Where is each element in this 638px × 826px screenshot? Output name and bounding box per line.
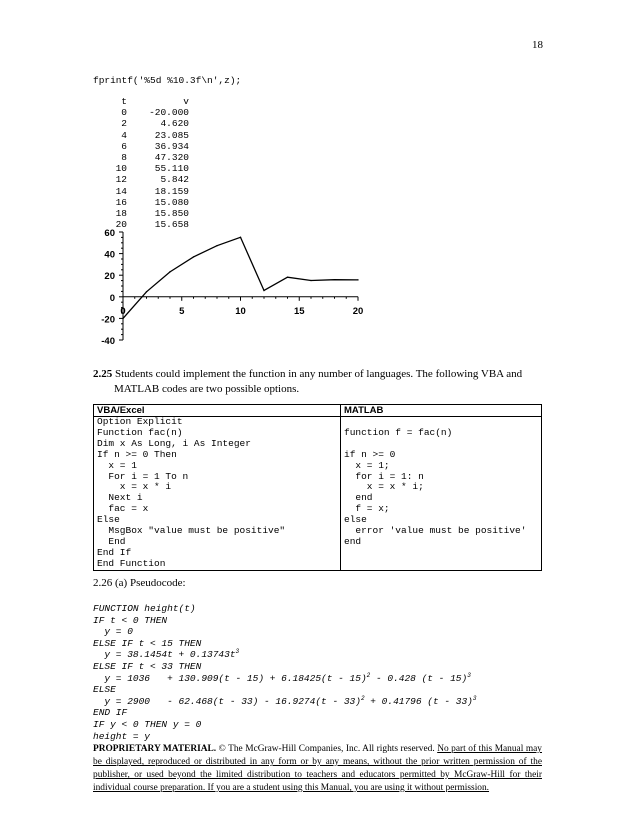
velocity-line-chart bbox=[88, 224, 373, 348]
t-cell: 14 bbox=[115, 185, 127, 197]
data-point bbox=[357, 279, 358, 280]
v-cell: 4.620 bbox=[160, 118, 189, 130]
pseudocode-text: y = 2900 - 62.468(t - 33) - 16.9274(t - 33) bbox=[93, 695, 361, 707]
v-cell: v bbox=[183, 96, 189, 107]
table-row bbox=[93, 107, 189, 118]
data-point bbox=[240, 237, 241, 238]
code-comparison-table bbox=[93, 404, 542, 571]
x-tick-label: 10 bbox=[235, 305, 246, 317]
vba-code: Option Explicit Function fac(n) Dim x As Long, i As Integer If n >= 0 Then x = 1 For i = 1 To n x = x * i Next i fac = x Else MsgBox "value must be positive" End End If End Function bbox=[97, 416, 286, 569]
y-tick-label: -20 bbox=[101, 314, 115, 326]
data-point bbox=[334, 279, 335, 280]
y-tick-label: 0 bbox=[109, 292, 115, 304]
problem-2-25-number: 2.25 bbox=[93, 368, 113, 380]
t-cell: 20 bbox=[115, 219, 127, 231]
pseudocode-text: + 0.41796 (t - 33) bbox=[364, 695, 473, 707]
x-tick-label: 5 bbox=[179, 305, 185, 317]
pseudocode-line bbox=[93, 649, 477, 661]
x-tick-label: 0 bbox=[120, 305, 126, 317]
pseudocode-line: FUNCTION height(t) bbox=[93, 603, 196, 614]
v-cell: 55.110 bbox=[154, 163, 189, 175]
pseudocode-line: ELSE IF t < 33 THEN bbox=[93, 660, 202, 672]
y-tick-label: 60 bbox=[104, 228, 115, 239]
data-point bbox=[193, 256, 194, 257]
data-point bbox=[263, 290, 264, 291]
pseudocode-block bbox=[93, 603, 477, 742]
exponent: 2 bbox=[366, 671, 371, 679]
v-cell: 5.842 bbox=[160, 174, 189, 186]
y-tick-label: 40 bbox=[104, 249, 115, 261]
pseudocode-line: height = y bbox=[93, 730, 151, 742]
t-cell: 8 bbox=[121, 152, 127, 164]
v-cell: 36.934 bbox=[154, 140, 189, 152]
table-row bbox=[93, 186, 189, 197]
pseudocode-line: ELSE IF t < 15 THEN bbox=[93, 637, 202, 649]
exponent: 3 bbox=[472, 694, 477, 702]
pseudocode-line: ELSE bbox=[93, 684, 116, 696]
v-cell: 15.850 bbox=[154, 208, 189, 220]
problem-2-25-line2: MATLAB codes are two possible options. bbox=[114, 383, 300, 395]
t-cell: 6 bbox=[121, 140, 127, 152]
exponent: 3 bbox=[235, 648, 240, 656]
vba-header: VBA/Excel bbox=[94, 405, 341, 417]
x-tick-label: 15 bbox=[293, 305, 305, 317]
page-number: 18 bbox=[532, 39, 543, 51]
pseudocode-line: END IF bbox=[93, 707, 128, 719]
matlab-header: MATLAB bbox=[341, 405, 542, 417]
footer-copyright: © The McGraw-Hill Companies, Inc. All rights reserved. bbox=[216, 744, 438, 754]
t-cell: 2 bbox=[121, 118, 127, 130]
v-cell: -20.000 bbox=[149, 107, 189, 119]
data-point bbox=[216, 245, 217, 246]
t-v-table bbox=[93, 96, 189, 230]
table-row bbox=[93, 141, 189, 152]
printf-code-line: fprintf('%5d %10.3f\n',z); bbox=[93, 75, 242, 86]
pseudocode-line: y = 0 bbox=[93, 626, 133, 638]
t-cell: 16 bbox=[115, 196, 127, 208]
pseudocode-line bbox=[93, 696, 477, 708]
table-row bbox=[93, 208, 189, 219]
t-cell: 12 bbox=[115, 174, 127, 186]
v-cell: 18.159 bbox=[154, 185, 189, 197]
y-tick-label: -40 bbox=[101, 336, 115, 347]
pseudocode-line: IF y < 0 THEN y = 0 bbox=[93, 718, 202, 730]
pseudocode-text: y = 1036 + 130.909(t - 15) + 6.18425(t - 15) bbox=[93, 672, 367, 684]
table-row bbox=[93, 118, 189, 129]
t-cell: t bbox=[121, 96, 127, 107]
problem-2-25-text bbox=[93, 367, 533, 397]
problem-2-26-heading: 2.26 (a) Pseudocode: bbox=[93, 577, 186, 589]
table-row bbox=[93, 174, 189, 185]
data-point bbox=[287, 276, 288, 277]
table-row bbox=[93, 96, 189, 107]
data-point bbox=[310, 280, 311, 281]
t-cell: 10 bbox=[115, 163, 127, 175]
table-row bbox=[93, 163, 189, 174]
v-cell: 15.080 bbox=[154, 196, 189, 208]
x-tick-label: 20 bbox=[352, 305, 364, 317]
pseudocode-line bbox=[93, 673, 477, 685]
pseudocode-text: y = 38.1454t + 0.13743t bbox=[93, 649, 236, 661]
table-row bbox=[93, 152, 189, 163]
footer-notice: No part of this Manual may be displayed, reproduced or distributed in any form or by any means, without the prior written permission of the publisher, or used beyond the limited distribution to teachers and educators permitted by McGraw-Hill for their individual course preparation. If you are a student using this Manual, you are using it without permission. bbox=[93, 744, 542, 793]
v-cell: 23.085 bbox=[154, 129, 189, 141]
table-row bbox=[93, 197, 189, 208]
t-cell: 4 bbox=[121, 129, 127, 141]
t-cell: 0 bbox=[121, 107, 127, 119]
v-cell: 15.658 bbox=[154, 219, 189, 231]
y-tick-label: 20 bbox=[104, 271, 115, 283]
footer-label: PROPRIETARY MATERIAL. bbox=[93, 744, 217, 754]
exponent: 3 bbox=[467, 671, 471, 679]
data-point bbox=[122, 318, 123, 319]
table-row bbox=[93, 130, 189, 141]
data-point bbox=[146, 291, 147, 292]
exponent: 2 bbox=[360, 694, 365, 702]
pseudocode-text: - 0.428 (t - 15) bbox=[370, 672, 468, 684]
problem-2-25-line1: Students could implement the function in any number of languages. The following VBA and bbox=[115, 368, 523, 380]
pseudocode-line: IF t < 0 THEN bbox=[93, 614, 168, 626]
matlab-code: function f = fac(n) if n >= 0 x = 1; for i = 1: n x = x * i; end f = x; else error 'value must be positive' end bbox=[344, 426, 527, 547]
data-point bbox=[169, 271, 170, 272]
t-cell: 18 bbox=[115, 208, 127, 220]
t-v-table-body bbox=[93, 96, 189, 230]
v-cell: 47.320 bbox=[154, 152, 189, 164]
proprietary-footer bbox=[93, 743, 542, 795]
